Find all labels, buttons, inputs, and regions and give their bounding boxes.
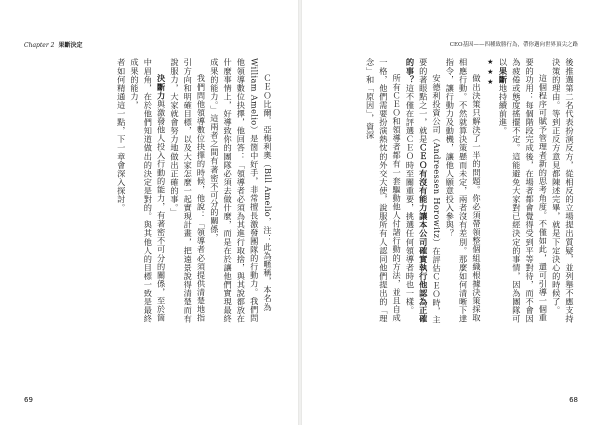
right-paragraph-3: 做出決策只解決了一半的問題。你必須帶領整個組織根據決策採取相應行動。不然就算決策懸而未定，兩者沒有差別。那麼如何清晰下達指令，讓行動力及動機，讓他人願意投入參與？ — [445, 58, 482, 324]
page-number-right: 68 — [569, 396, 578, 404]
running-header-left — [24, 40, 82, 49]
right-page — [302, 0, 600, 425]
decisiveness-term: 決斷力 — [156, 74, 167, 101]
right-paragraph-5: 所有ＣＥＯ和領導者都有一套驅動他人付諸行動的方法，並且自成一格，他們需要扮演熱忱的外交大使，說服所有人認同他們提出的「理念」和「原因」，資深 — [365, 58, 403, 324]
chapter-label: Chapter 2 — [24, 42, 55, 49]
section-break-stars: ★★★ — [486, 58, 495, 88]
left-page-body — [28, 58, 274, 326]
right-page-body — [330, 58, 576, 326]
left-paragraph-3: 者如何精通這一點，下一章會深入探討。 — [116, 58, 127, 212]
decisive-term: 果斷 — [498, 66, 509, 84]
page-number-left: 69 — [24, 396, 33, 404]
running-header-right: CEO基因——四種致勝行為，帶你邁向世界頂尖之路 — [449, 42, 578, 48]
right-paragraph-2: 這個程序可賦予管理者新的思考角度。不僅如此，還可引導一個重要的功用：每個階段完成後，在場者都會覺得受到平等對待，而不會因為疲倦或態度搖擺不定。這能避免大家對已經決定的事情，因為團隊可以果斷地持續前進。 — [498, 58, 549, 324]
key-question: ＣＥＯ有沒有能力讓本公司確實執行他認為正確的事？ — [405, 58, 429, 324]
left-page — [0, 0, 298, 425]
right-paragraph-1: 後推選第二名代表扮演反方，從相反的立場提出質疑，並列舉不應支持決策的理由。等到正反方意見都陳述完畢，就是下定決心的時候了。 — [551, 58, 575, 324]
left-quote-paragraph: 我們問他領導數位抉擇的時候，他說：「領導者必須提供清楚地指引方向和明確目標，以及大家怎麼一起實現計畫，把遠景說得清楚而有說服力，大家就會努力地做出正確的事。」 — [169, 58, 207, 324]
left-paragraph-1: ＣＥＯ比爾．亞梅利奧（Bill Amelio，注：此為暱稱，本名為William Amelio）是箇中好手，非常擅長激發團隊的行動力。我們問他領導數位抉擇，他回答：「領導者必須為其進行取捨，與其說都放在什麼事情上，好導致你的團隊必須去做什麼，而是在於讓他們實現最終成果的能力。」這兩者之間有著密不可分的關係， — [209, 58, 273, 324]
left-paragraph-2: 決斷力與激發他人投入行動的能力，有著密不可分的關係，至於箇中眉角，在於他們知道做出的決定是對的。與其他人的目標一致是最終成果的能力， — [130, 58, 167, 324]
right-paragraph-4: 安德利投資公司（Andreessen Horowitz）在評估ＣＥＯ時，主要的著眼點之一，就是ＣＥＯ有沒有能力讓本公司確實執行他認為正確的事？這不僅在評選ＣＥＯ時至關重要，挑選任何領導者時也一樣。 — [405, 58, 443, 325]
chapter-title: 果斷決定 — [58, 42, 83, 49]
